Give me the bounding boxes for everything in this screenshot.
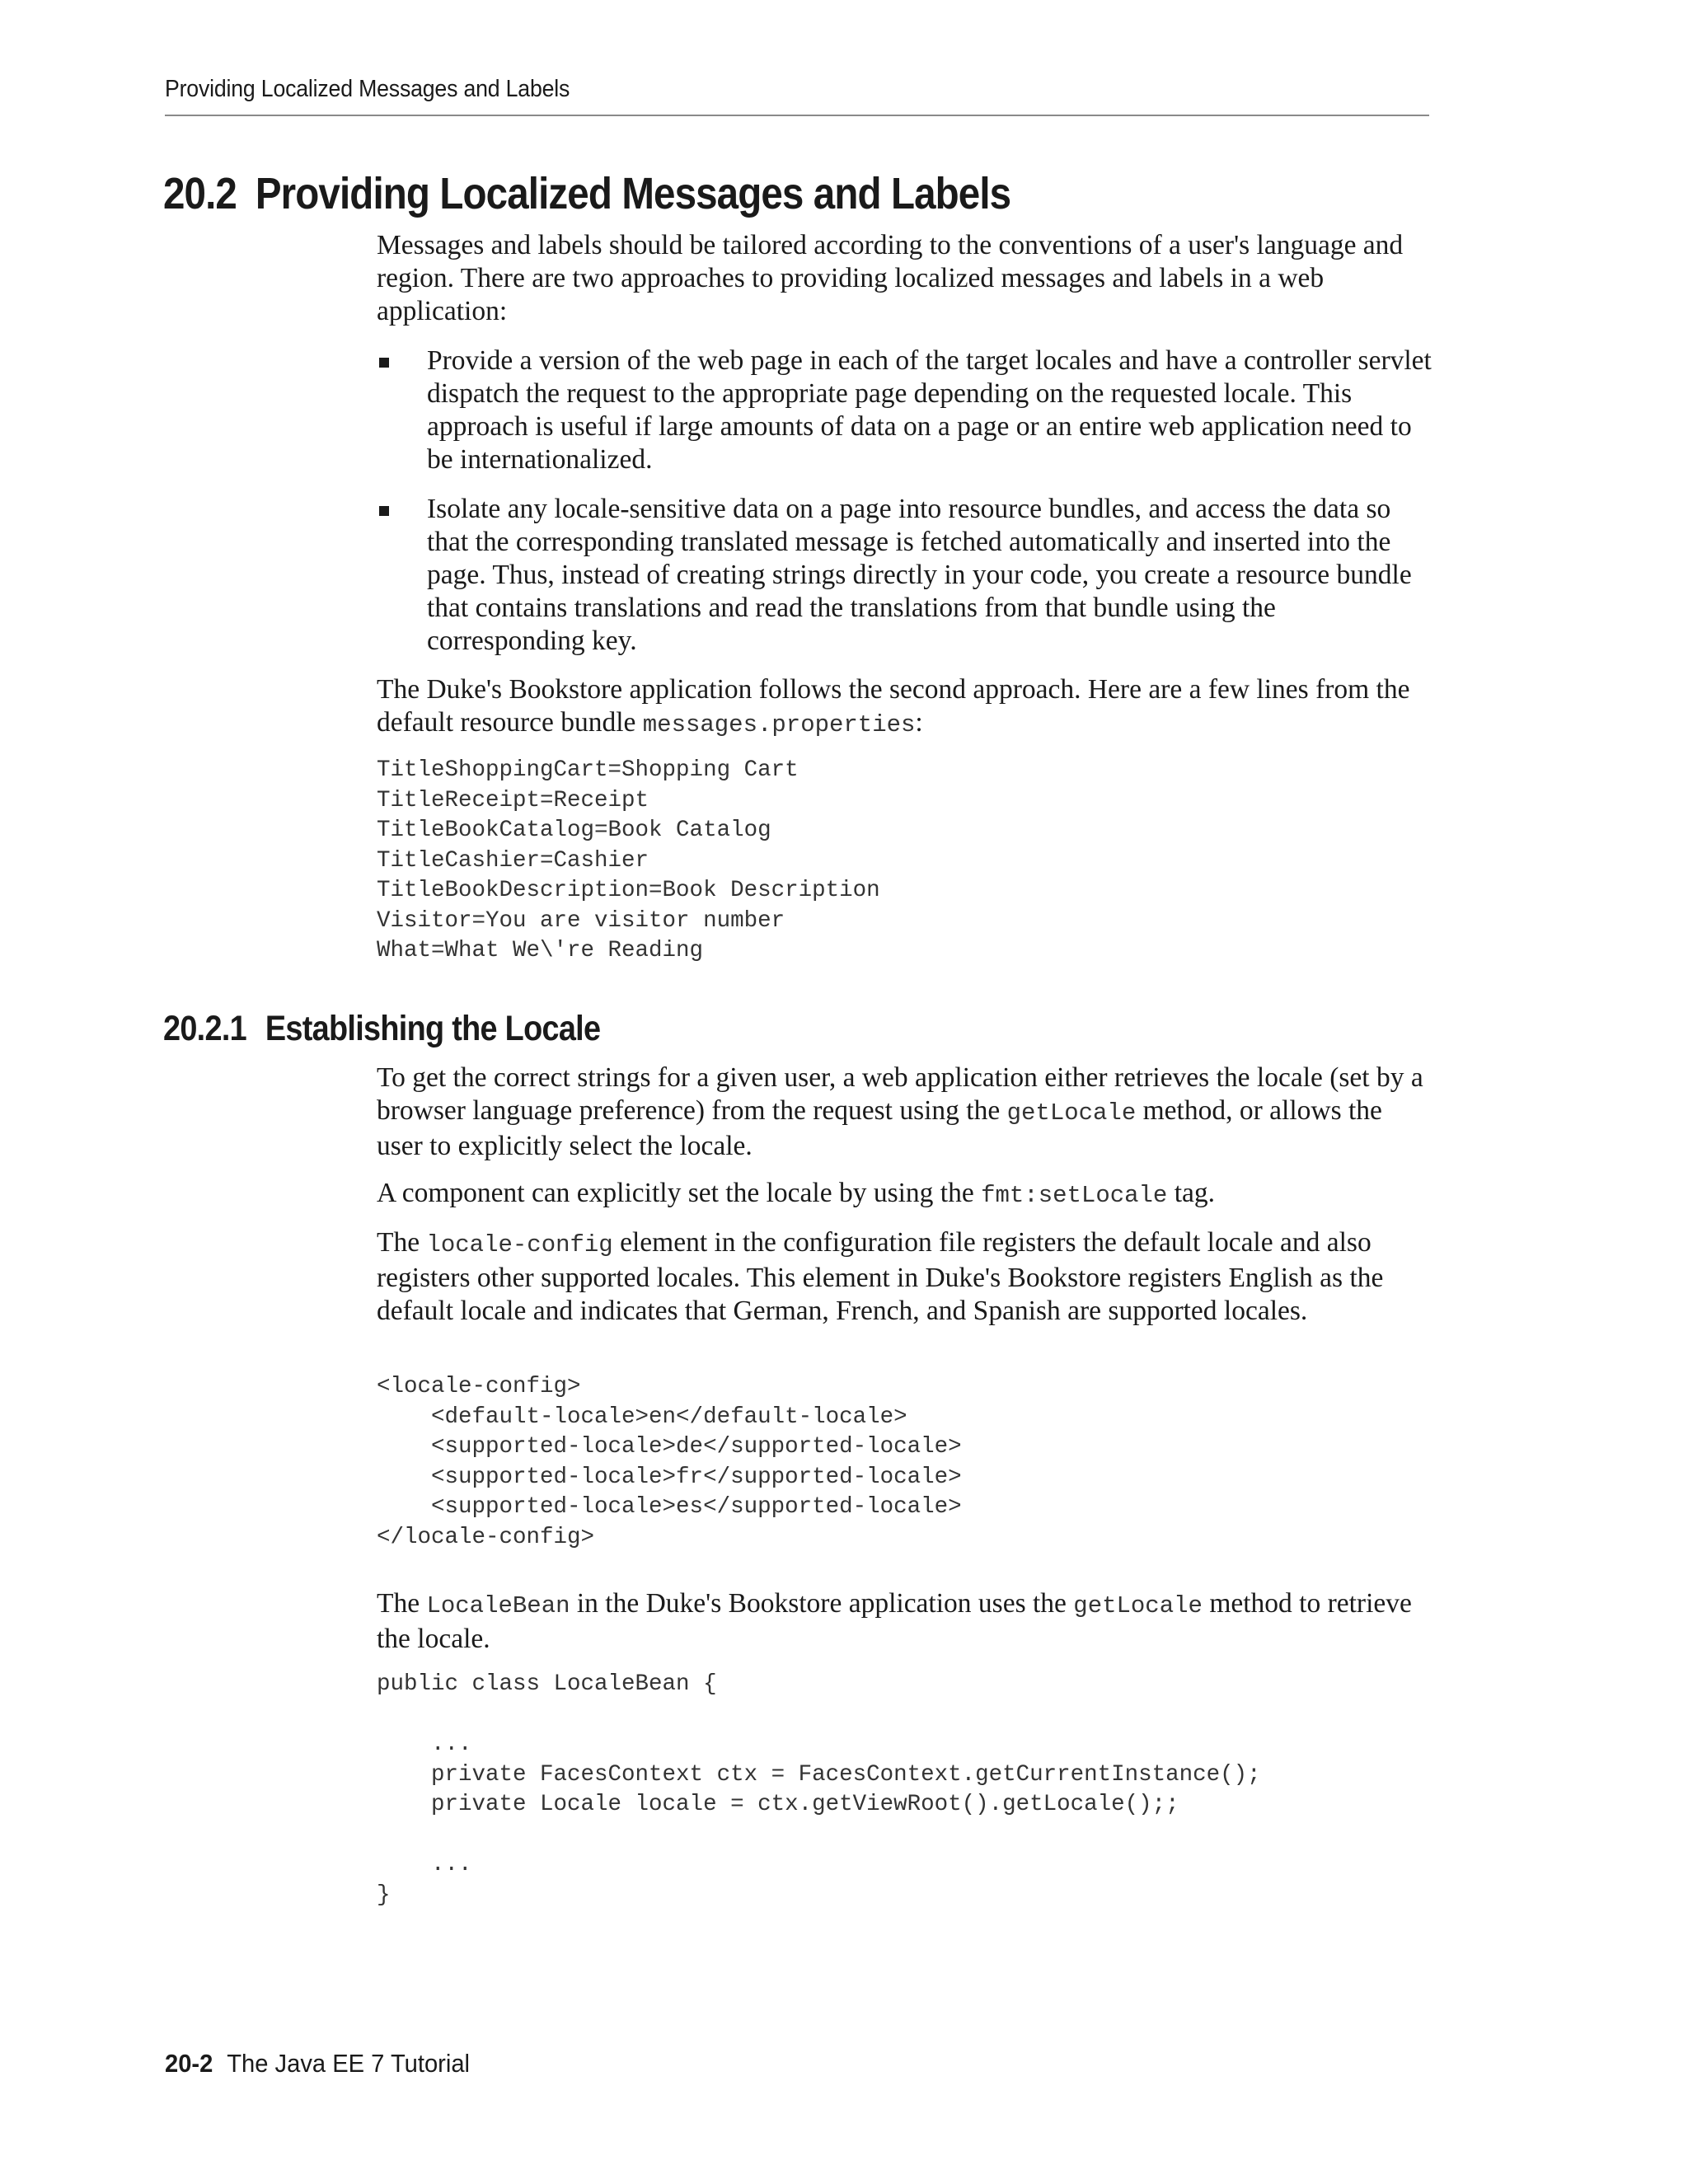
- header-rule: [165, 115, 1429, 116]
- list-item: [377, 344, 1432, 476]
- para-text: The Duke's Bookstore application follows the second approach. Here are a few lines from the default resource bundle: [377, 674, 1410, 738]
- square-bullet-icon: [379, 358, 389, 368]
- section-title: Providing Localized Messages and Labels: [255, 169, 1011, 218]
- para-text: The: [377, 1227, 427, 1258]
- localebean-code-block: [377, 1670, 1432, 1910]
- inline-code-getlocale: getLocale: [1073, 1592, 1203, 1619]
- approaches-list-container: [377, 344, 1432, 658]
- approaches-list: [377, 344, 1432, 658]
- subsection-title: Establishing the Locale: [265, 1009, 601, 1048]
- footer-page-number: 20-2: [165, 2049, 213, 2078]
- section-heading: [163, 168, 1010, 219]
- para-text: A component can explicitly set the locale by using the: [377, 1178, 982, 1208]
- list-item: [377, 493, 1432, 658]
- subsection-number: 20.2.1: [163, 1009, 246, 1048]
- para-text: The: [377, 1588, 427, 1619]
- list-item-text: Isolate any locale-sensitive data on a page into resource bundles, and access the data so that the corresponding translated message is fetched automatically and inserted into the page. Thus, instead of creating strings directly in your code, you create a resource bundle that contains translations and read the translations from that bundle using the corresponding key.: [427, 494, 1412, 656]
- second-approach-paragraph: [377, 673, 1432, 742]
- para-text: To get the correct strings for a given user, a web application either retrieves the locale (set by a browser language preference) from the request using the: [377, 1062, 1423, 1126]
- para-text: method to retrieve the locale.: [377, 1588, 1412, 1654]
- section-number: 20.2: [163, 169, 237, 218]
- locale-retrieval-paragraph: [377, 1062, 1432, 1163]
- locale-config-code: <locale-config> <default-locale>en</default-locale> <supported-locale>de</supported-locale> <supported-locale>fr</supported-locale> <supported-locale>es</supported-locale> </locale-config>: [377, 1374, 962, 1550]
- footer-book-title: The Java EE 7 Tutorial: [227, 2049, 471, 2078]
- localebean-code: public class LocaleBean { ... private FacesContext ctx = FacesContext.getCurrentInstance(); private Locale locale = ctx.getViewRoot().getLocale();; ... }: [377, 1671, 1261, 1908]
- page-footer: [165, 2049, 470, 2079]
- para-text: :: [915, 707, 923, 738]
- subsection-heading: [163, 1009, 600, 1049]
- inline-code-fmt-setlocale: fmt:setLocale: [981, 1182, 1168, 1209]
- properties-code-block: [377, 756, 1432, 967]
- list-item-text: Provide a version of the web page in each of the target locales and have a controller servlet dispatch the request to the appropriate page depending on the requested locale. This approach is useful if large amounts of data on a page or an entire web application need to be internationalized.: [427, 345, 1432, 475]
- localebean-paragraph: [377, 1587, 1432, 1656]
- inline-code-messages-properties: messages.properties: [642, 711, 916, 738]
- inline-code-getlocale: getLocale: [1006, 1099, 1137, 1127]
- section-intro-paragraph: [377, 229, 1432, 328]
- inline-code-locale-config: locale-config: [426, 1231, 613, 1258]
- locale-config-code-block: [377, 1372, 1432, 1553]
- locale-config-paragraph: [377, 1226, 1432, 1328]
- setlocale-paragraph: [377, 1177, 1432, 1212]
- properties-code: TitleShoppingCart=Shopping Cart TitleReceipt=Receipt TitleBookCatalog=Book Catalog TitleCashier=Cashier TitleBookDescription=Book Description Visitor=You are visitor number What=What We\'re Reading: [377, 757, 880, 963]
- running-header: Providing Localized Messages and Labels: [165, 76, 570, 102]
- para-text: tag.: [1167, 1178, 1216, 1208]
- para-text: in the Duke's Bookstore application uses the: [570, 1588, 1074, 1619]
- para-text: method, or allows the user to explicitly select the locale.: [377, 1095, 1382, 1161]
- intro-text: Messages and labels should be tailored according to the conventions of a user's language and region. There are two approaches to providing localized messages and labels in a web application:: [377, 230, 1404, 326]
- para-text: element in the configuration file registers the default locale and also registers other supported locales. This element in Duke's Bookstore registers English as the default locale and indicates that German, French, and Spanish are supported locales.: [377, 1227, 1384, 1326]
- square-bullet-icon: [379, 506, 389, 516]
- inline-code-localebean: LocaleBean: [426, 1592, 570, 1619]
